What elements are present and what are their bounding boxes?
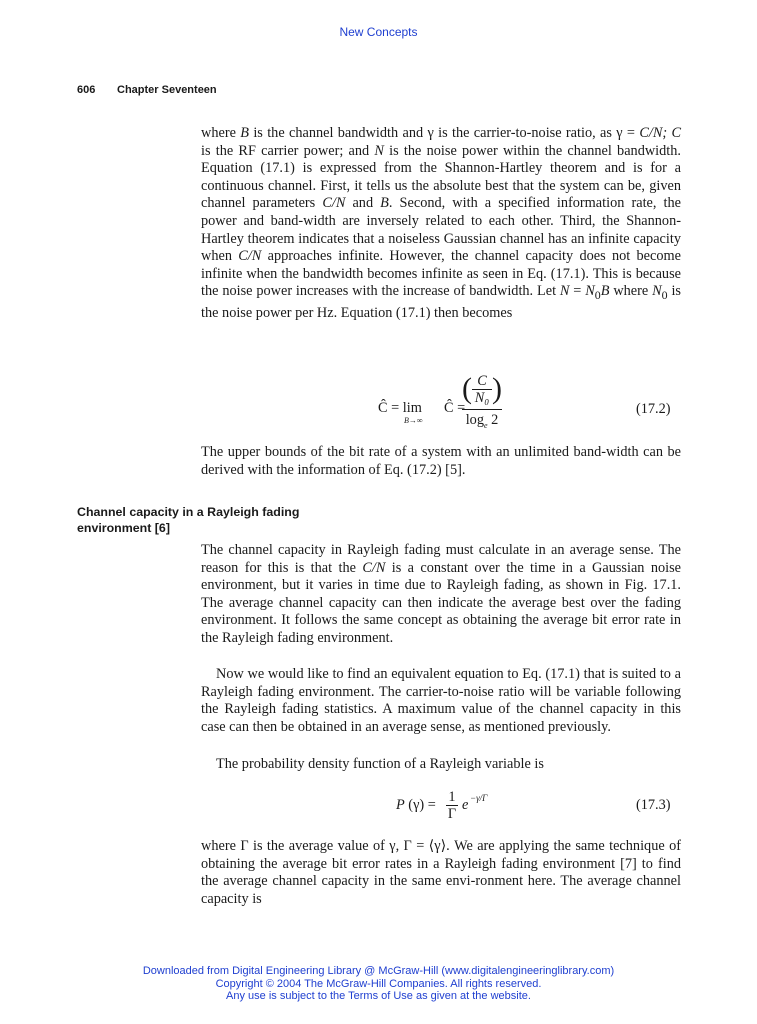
eq-17-2-c: C [472, 373, 492, 390]
chapter-title: Chapter Seventeen [117, 84, 217, 96]
equation-number-17-3: (17.3) [636, 797, 671, 813]
eq-17-2-fraction: ( C N₀ ) $\log_e 2$ [462, 372, 502, 435]
eq-17-2-mid: Ĉ = [444, 400, 466, 416]
paragraph-pdf-intro: The probability density function of a Rayleigh variable is [216, 756, 544, 772]
paragraph-upper-bounds: The upper bounds of the bit rate of a system with an unlimited band-width can be derived with the information of Eq. (17.2) [5]. [201, 444, 681, 478]
paragraph-rayleigh-average: The channel capacity in Rayleigh fading must calculate in an average sense. The reason for this is that the C/N is a constant over the time in a Gaussian noise environment, but it varies in time due to Rayleigh fading, as shown in Fig. 17.1. The average channel capacity can then indicate the average best over the fading environment. It follows the same concept as obtaining the average bit error rate in the Rayleigh fading environment. [201, 542, 682, 646]
eq-17-2-denominator: $\log_e 2$ [465, 412, 499, 430]
paragraph-average-capacity: where Γ is the average value of γ, Γ = ⟨γ⟩. We are applying the same technique of obtaining the average bit error rates in a Rayleigh fading environment [7] to find the average channel capacity in the same envi-ronment here. The average channel capacity is [201, 838, 681, 907]
header-link-new-concepts[interactable] [0, 25, 757, 39]
eq-17-2-n0: N₀ [474, 390, 490, 406]
eq-17-2-lim-sub: B→∞ [404, 416, 423, 425]
eq-17-3-lhs: P (γ) = [396, 797, 436, 813]
eq-17-3-exp-power: −γ/Γ [470, 793, 488, 803]
page-number: 606 [77, 84, 96, 96]
section-heading [77, 504, 337, 536]
paragraph-channel-bandwidth: where B is the channel bandwidth and γ is the carrier-to-noise ratio, as γ = C/N; C is the RF carrier power; and N is the noise power within the channel bandwidth. Equation (17.1) is expressed from the Shannon-Hartley theorem and is for a continuous channel. First, it tells us the absolute best that the system can be, given channel parameters C/N and B. Second, with a specified information rate, the power and band-width are inversely related to each other. Third, the Shannon-Hartley theorem indicates that a noiseless Gaussian channel has an infinite capacity when C/N approaches infinite. However, the channel capacity does not become infinite when the bandwidth becomes infinite as seen in Eq. (17.1). This is because the noise power increases with the increase of bandwidth. Let $N = N_0B$ where $N_0$ is the noise power per Hz. Equation (17.1) then becomes [201, 125, 682, 321]
section-heading-line1: Channel capacity in a Rayleigh fading [77, 505, 300, 519]
section-heading-line2: environment [6] [77, 521, 170, 535]
eq-17-2-lhs: Ĉ = lim [378, 400, 422, 416]
equation-number-17-2: (17.2) [636, 401, 671, 417]
footer-copyright-link[interactable]: Copyright © 2004 The McGraw-Hill Companies. All rights reserved. [215, 977, 542, 990]
paragraph-equivalent-equation: Now we would like to find an equivalent equation to Eq. (17.1) that is suited to a Rayleigh fading environment. The carrier-to-noise ratio will be variable following the Rayleigh fading statistics. A maximum value of the channel capacity in this case can then be obtained in an average sense, as mentioned previously. [201, 666, 681, 735]
footer-terms-link[interactable]: Any use is subject to the Terms of Use as given at the website. [226, 990, 531, 1002]
footer-download-link[interactable]: Downloaded from Digital Engineering Library @ McGraw-Hill (www.digitalengineeringlibrary.com) [142, 965, 615, 977]
footer-notice[interactable] [0, 965, 757, 1003]
new-concepts-link[interactable]: New Concepts [339, 25, 418, 39]
eq-17-3-fraction: 1 Γ [447, 789, 457, 822]
eq-17-3-exp-base: e [462, 797, 469, 813]
